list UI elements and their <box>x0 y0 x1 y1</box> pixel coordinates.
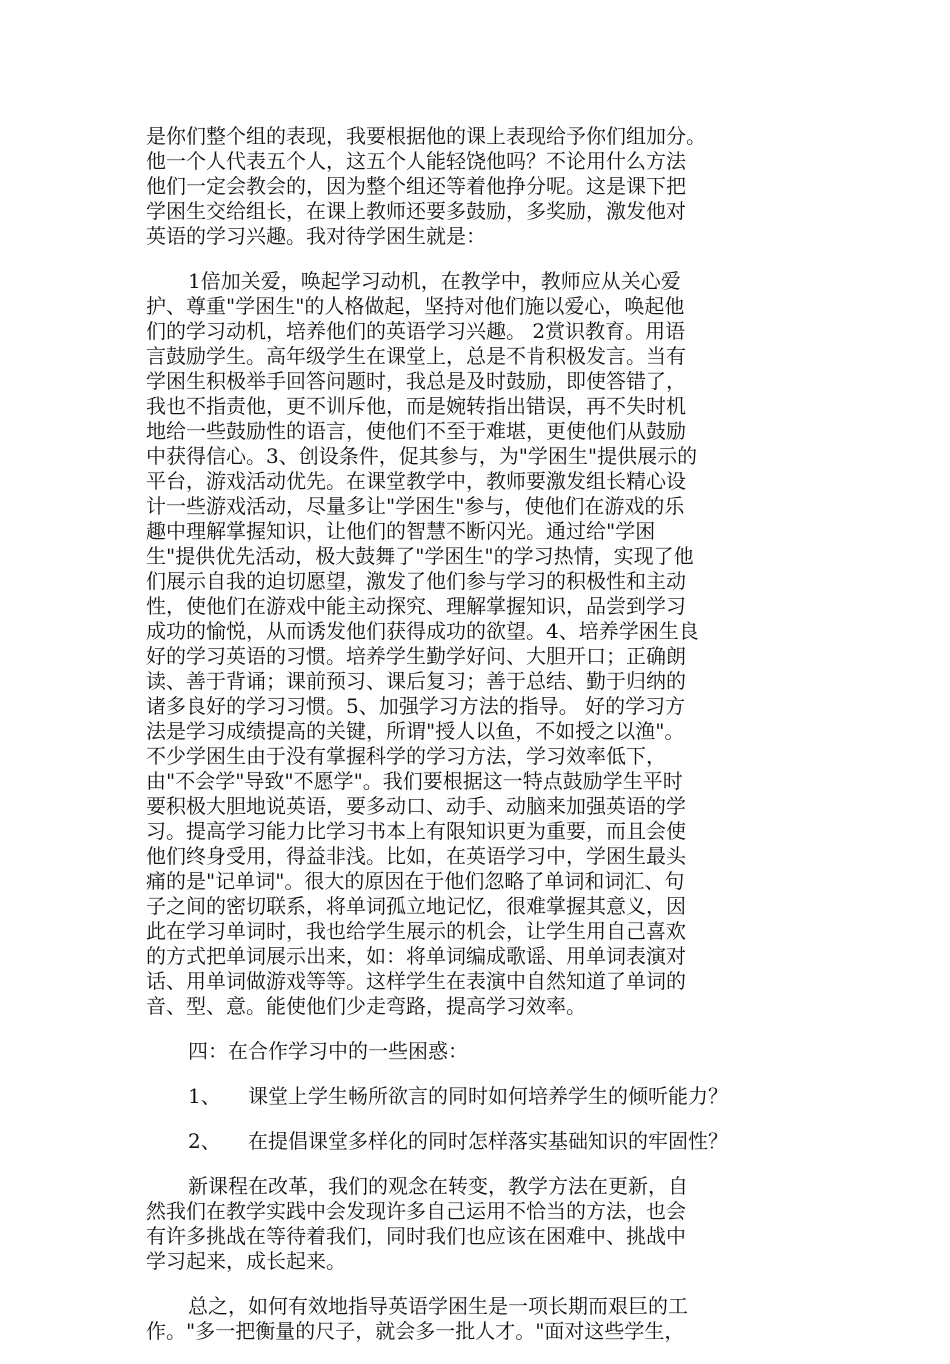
text-line: 平台，游戏活动优先。在课堂教学中，教师要激发组长精心设 <box>146 469 686 493</box>
list-item-number: 1、 <box>188 1084 221 1108</box>
text-line: 好的学习英语的习惯。培养学生勤学好问、大胆开口；正确朗 <box>146 644 686 668</box>
text-line: 要积极大胆地说英语，要多动口、动手、动脑来加强英语的学 <box>146 794 686 818</box>
text-line: 痛的是"记单词"。很大的原因在于他们忽略了单词和词汇、句 <box>146 869 685 893</box>
text-line: 言鼓励学生。高年级学生在课堂上，总是不肯积极发言。当有 <box>146 344 686 368</box>
text-line: 学困生交给组长，在课上教师还要多鼓励，多奖励，激发他对 <box>146 199 686 223</box>
text-line: 由"不会学"导致"不愿学"。我们要根据这一特点鼓励学生平时 <box>146 769 683 793</box>
text-line: 新课程在改革，我们的观念在转变，教学方法在更新，自 <box>188 1174 688 1198</box>
text-line: 他们终身受用，得益非浅。比如，在英语学习中，学困生最头 <box>146 844 686 868</box>
text-line: 的方式把单词展示出来，如：将单词编成歌谣、用单词表演对 <box>146 944 686 968</box>
text-line: 他们一定会教会的，因为整个组还等着他挣分呢。这是课下把 <box>146 174 686 198</box>
text-line: 此在学习单词时，我也给学生展示的机会，让学生用自己喜欢 <box>146 919 686 943</box>
text-line: 子之间的密切联系，将单词孤立地记忆，很难掌握其意义，因 <box>146 894 686 918</box>
text-line: 们展示自我的迫切愿望，激发了他们参与学习的积极性和主动 <box>146 569 686 593</box>
text-line: 有许多挑战在等待着我们，同时我们也应该在困难中、挑战中 <box>146 1224 686 1248</box>
text-line: 学习起来，成长起来。 <box>146 1249 346 1273</box>
text-line: 护、尊重"学困生"的人格做起，坚持对他们施以爱心，唤起他 <box>146 294 685 318</box>
paragraph-2 <box>146 269 792 1019</box>
list-item <box>146 1084 792 1109</box>
text-line: 作。"多一把衡量的尺子，就会多一批人才。"面对这些学生， <box>146 1319 685 1343</box>
text-line: 1倍加关爱，唤起学习动机，在教学中，教师应从关心爱 <box>188 269 681 293</box>
list-item-text: 课堂上学生畅所欲言的同时如何培养学生的倾听能力？ <box>248 1084 728 1108</box>
text-line: 生"提供优先活动，极大鼓舞了"学困生"的学习热情，实现了他 <box>146 544 694 568</box>
document-body <box>146 124 792 1364</box>
text-line: 习。提高学习能力比学习书本上有限知识更为重要，而且会使 <box>146 819 686 843</box>
text-line: 音、型、意。能使他们少走弯路，提高学习效率。 <box>146 994 586 1018</box>
text-line: 英语的学习兴趣。我对待学困生就是： <box>146 224 486 248</box>
paragraph-1 <box>146 124 792 249</box>
text-line: 总之，如何有效地指导英语学困生是一项长期而艰巨的工 <box>188 1294 688 1318</box>
text-line: 地给一些鼓励性的语言，使他们不至于难堪，更使他们从鼓励 <box>146 419 686 443</box>
text-line: 们的学习动机，培养他们的英语学习兴趣。 2赏识教育。用语 <box>146 319 686 343</box>
text-line: 性，使他们在游戏中能主动探究、理解掌握知识，品尝到学习 <box>146 594 686 618</box>
text-line: 我也不指责他，更不训斥他，而是婉转指出错误，再不失时机 <box>146 394 686 418</box>
paragraph-3 <box>146 1174 792 1274</box>
list-item-text: 在提倡课堂多样化的同时怎样落实基础知识的牢固性？ <box>248 1129 728 1153</box>
text-line: 读、善于背诵；课前预习、课后复习；善于总结、勤于归纳的 <box>146 669 686 693</box>
list-item-number: 2、 <box>188 1129 221 1153</box>
text-line: 是你们整个组的表现，我要根据他的课上表现给予你们组加分。 <box>146 124 706 148</box>
paragraph-4 <box>146 1294 792 1344</box>
section-heading <box>146 1039 792 1064</box>
text-line: 趣中理解掌握知识，让他们的智慧不断闪光。通过给"学困 <box>146 519 656 543</box>
text-line: 诸多良好的学习习惯。5、加强学习方法的指导。 好的学习方 <box>146 694 686 718</box>
text-line: 中获得信心。3、创设条件，促其参与，为"学困生"提供展示的 <box>146 444 698 468</box>
text-line: 然我们在教学实践中会发现许多自己运用不恰当的方法，也会 <box>146 1199 686 1223</box>
text-line: 他一个人代表五个人，这五个人能轻饶他吗？不论用什么方法 <box>146 149 686 173</box>
list-item <box>146 1129 792 1154</box>
text-line: 计一些游戏活动，尽量多让"学困生"参与，使他们在游戏的乐 <box>146 494 685 518</box>
section-heading-text: 四：在合作学习中的一些困惑： <box>188 1039 468 1063</box>
text-line: 成功的愉悦，从而诱发他们获得成功的欲望。4、培养学困生良 <box>146 619 699 643</box>
text-line: 法是学习成绩提高的关键，所谓"授人以鱼，不如授之以渔"。 <box>146 719 685 743</box>
text-line: 不少学困生由于没有掌握科学的学习方法，学习效率低下， <box>146 744 666 768</box>
text-line: 话、用单词做游戏等等。这样学生在表演中自然知道了单词的 <box>146 969 686 993</box>
text-line: 学困生积极举手回答问题时，我总是及时鼓励，即使答错了， <box>146 369 686 393</box>
